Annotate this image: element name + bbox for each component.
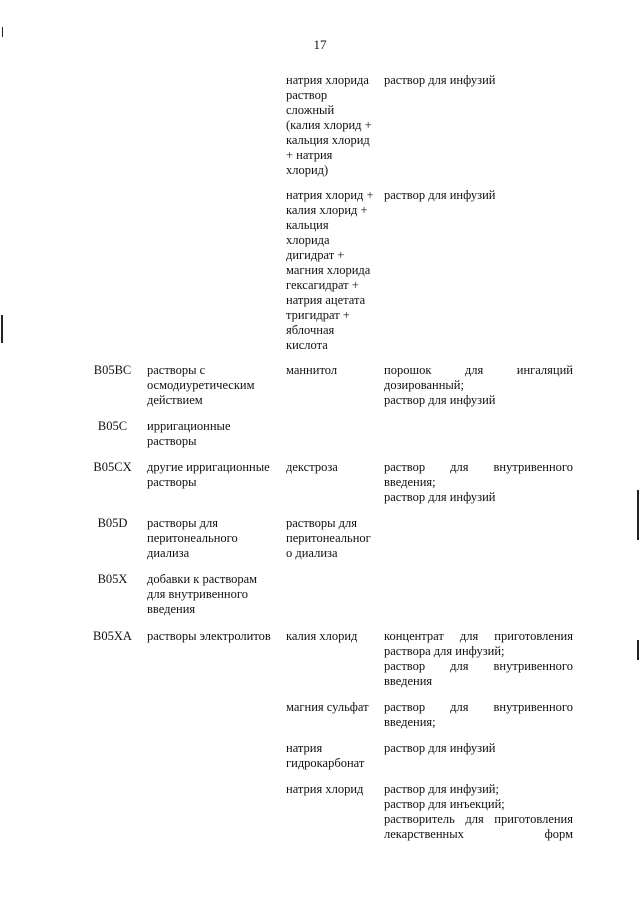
group-line: перитонеального xyxy=(147,531,238,545)
group-line: введения xyxy=(147,602,196,616)
group-name xyxy=(147,419,282,449)
form-line: раствор для инфузий xyxy=(384,393,496,407)
form-line: раствор для инфузий xyxy=(384,490,496,504)
form-line: раствор для инфузий xyxy=(384,741,496,755)
dosage-forms xyxy=(384,73,573,88)
form-line: раствор для инфузий; xyxy=(384,782,499,796)
form-line: дозированный; xyxy=(384,378,464,392)
drug-line: натрия хлорид xyxy=(286,782,364,796)
drug-name xyxy=(286,73,382,178)
dosage-forms xyxy=(384,363,573,408)
group-name xyxy=(147,460,282,490)
drug-name xyxy=(286,516,382,561)
form-line: раствор для инфузий xyxy=(384,188,496,202)
drug-line: сложный xyxy=(286,103,335,117)
right-edge-mark-1 xyxy=(637,490,639,540)
drug-line: + натрия xyxy=(286,148,333,162)
dosage-forms xyxy=(384,188,573,203)
drug-name xyxy=(286,741,382,771)
form-line: раствор для инфузий xyxy=(384,73,496,87)
dosage-forms xyxy=(384,629,573,689)
drug-line: кальция хлорид xyxy=(286,133,370,147)
group-line: для внутривенного xyxy=(147,587,248,601)
group-line: действием xyxy=(147,393,203,407)
drug-line: кислота xyxy=(286,338,328,352)
form-line: лекарственных форм xyxy=(384,827,573,841)
drug-line: дигидрат + xyxy=(286,248,345,262)
drug-line: натрия ацетата xyxy=(286,293,366,307)
drug-line: (калия хлорид + xyxy=(286,118,372,132)
group-line: растворы xyxy=(147,475,197,489)
drug-line: тригидрат + xyxy=(286,308,350,322)
drug-name xyxy=(286,460,382,475)
drug-line: декстроза xyxy=(286,460,338,474)
atc-code: B05XA xyxy=(93,629,132,643)
group-line: добавки к растворам xyxy=(147,572,258,586)
drug-line: яблочная xyxy=(286,323,335,337)
atc-code: B05C xyxy=(97,419,128,433)
drug-line: о диализа xyxy=(286,546,338,560)
group-name xyxy=(147,629,282,644)
drug-name xyxy=(286,782,382,797)
form-line: концентрат для приготовления xyxy=(384,629,573,643)
form-line: растворитель для приготовления xyxy=(384,812,573,826)
group-line: растворы электролитов xyxy=(147,629,271,643)
drug-line: маннитол xyxy=(286,363,338,377)
drug-name xyxy=(286,188,382,353)
drug-line: магния сульфат xyxy=(286,700,369,714)
atc-code: B05D xyxy=(97,516,128,530)
group-line: растворы для xyxy=(147,516,218,530)
left-edge-mark-middle xyxy=(1,315,3,343)
drug-line: калия хлорид + xyxy=(286,203,368,217)
group-line: диализа xyxy=(147,546,190,560)
page-number: 17 xyxy=(313,37,327,52)
form-line: раствор для внутривенного xyxy=(384,700,573,714)
group-name xyxy=(147,572,282,617)
form-line: порошок для ингаляций xyxy=(384,363,573,377)
atc-code: B05BC xyxy=(93,363,132,377)
group-name xyxy=(147,363,282,408)
group-line: растворы xyxy=(147,434,197,448)
drug-line: перитонеальног xyxy=(286,531,371,545)
drug-line: калия хлорид xyxy=(286,629,358,643)
drug-line: гидрокарбонат xyxy=(286,756,365,770)
form-line: введения; xyxy=(384,715,436,729)
drug-line: растворы для xyxy=(286,516,357,530)
drug-line: натрия xyxy=(286,741,323,755)
form-line: раствора для инфузий; xyxy=(384,644,505,658)
drug-line: натрия хлорида xyxy=(286,73,369,87)
dosage-forms xyxy=(384,782,573,842)
atc-code: B05X xyxy=(97,572,128,586)
form-line: введения; xyxy=(384,475,436,489)
right-edge-mark-2 xyxy=(637,640,639,660)
group-line: осмодиуретическим xyxy=(147,378,255,392)
left-edge-mark-top xyxy=(2,27,3,37)
drug-name xyxy=(286,700,382,715)
form-line: введения xyxy=(384,674,433,688)
group-line: растворы с xyxy=(147,363,206,377)
drug-name xyxy=(286,629,382,644)
group-name xyxy=(147,516,282,561)
drug-line: раствор xyxy=(286,88,328,102)
group-line: другие ирригационные xyxy=(147,460,270,474)
dosage-forms xyxy=(384,700,573,730)
form-line: раствор для внутривенного xyxy=(384,460,573,474)
drug-line: магния хлорида xyxy=(286,263,371,277)
form-line: раствор для инъекций; xyxy=(384,797,505,811)
atc-code: B05CX xyxy=(93,460,132,474)
dosage-forms xyxy=(384,741,573,756)
drug-line: хлорида xyxy=(286,233,330,247)
group-line: ирригационные xyxy=(147,419,231,433)
dosage-forms xyxy=(384,460,573,505)
form-line: раствор для внутривенного xyxy=(384,659,573,673)
drug-line: гексагидрат + xyxy=(286,278,359,292)
drug-line: кальция xyxy=(286,218,329,232)
drug-line: хлорид) xyxy=(286,163,329,177)
drug-name xyxy=(286,363,382,378)
drug-line: натрия хлорид + xyxy=(286,188,374,202)
